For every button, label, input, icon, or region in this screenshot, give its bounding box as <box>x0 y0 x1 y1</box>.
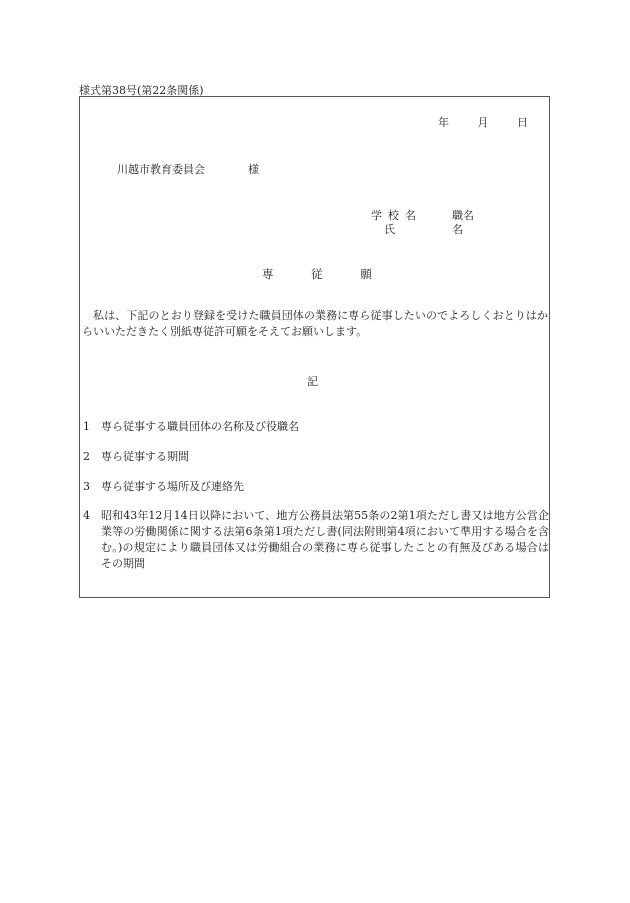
item-number: 4 <box>83 509 90 522</box>
list-item <box>83 478 244 494</box>
date-year: 年 <box>438 116 449 129</box>
item-text: 専ら従事する期間 <box>101 450 189 463</box>
ki-heading: 記 <box>307 375 318 388</box>
job-title-label: 職名 <box>452 209 474 222</box>
school-name-label: 学校名 <box>371 209 422 222</box>
item-number: 3 <box>83 480 90 493</box>
form-number: 様式第38号(第22条関係) <box>79 84 204 97</box>
date-line <box>438 114 528 130</box>
date-month: 月 <box>477 116 489 129</box>
title-char-2: 従 <box>311 267 323 281</box>
item-text: 昭和43年12月14日以降において、地方公務員法第55条の2第1項ただし書又は地方公営企業等の労働関係に関する法第6条第1項ただし書(同法附則第4項において準用する場合を含む。)の規定により職員団体又は労働組合の業務に専ら従事したことの有無及びある場合はその期間 <box>101 509 549 570</box>
list-item <box>83 448 189 464</box>
item-number: 2 <box>83 450 90 463</box>
body-text: 私は、下記のとおり登録を受けた職員団体の業務に専ら従事したいのでよろしくおとりはからいいただきたく別紙専従許可願をそえてお願いします。 <box>82 309 548 338</box>
title-char-1: 専 <box>262 267 274 281</box>
document-title <box>262 266 372 282</box>
item-text: 専ら従事する場所及び連絡先 <box>101 480 244 493</box>
list-item <box>83 418 299 434</box>
title-char-3: 願 <box>360 267 372 281</box>
date-day: 日 <box>517 116 528 129</box>
item-number: 1 <box>83 420 90 433</box>
name-label-second: 名 <box>452 223 463 236</box>
honorific: 様 <box>248 163 259 176</box>
item-text: 専ら従事する職員団体の名称及び役職名 <box>101 420 299 433</box>
list-item <box>83 508 549 572</box>
addressee: 川越市教育委員会 <box>117 163 205 176</box>
name-label-first: 氏 <box>384 223 395 236</box>
